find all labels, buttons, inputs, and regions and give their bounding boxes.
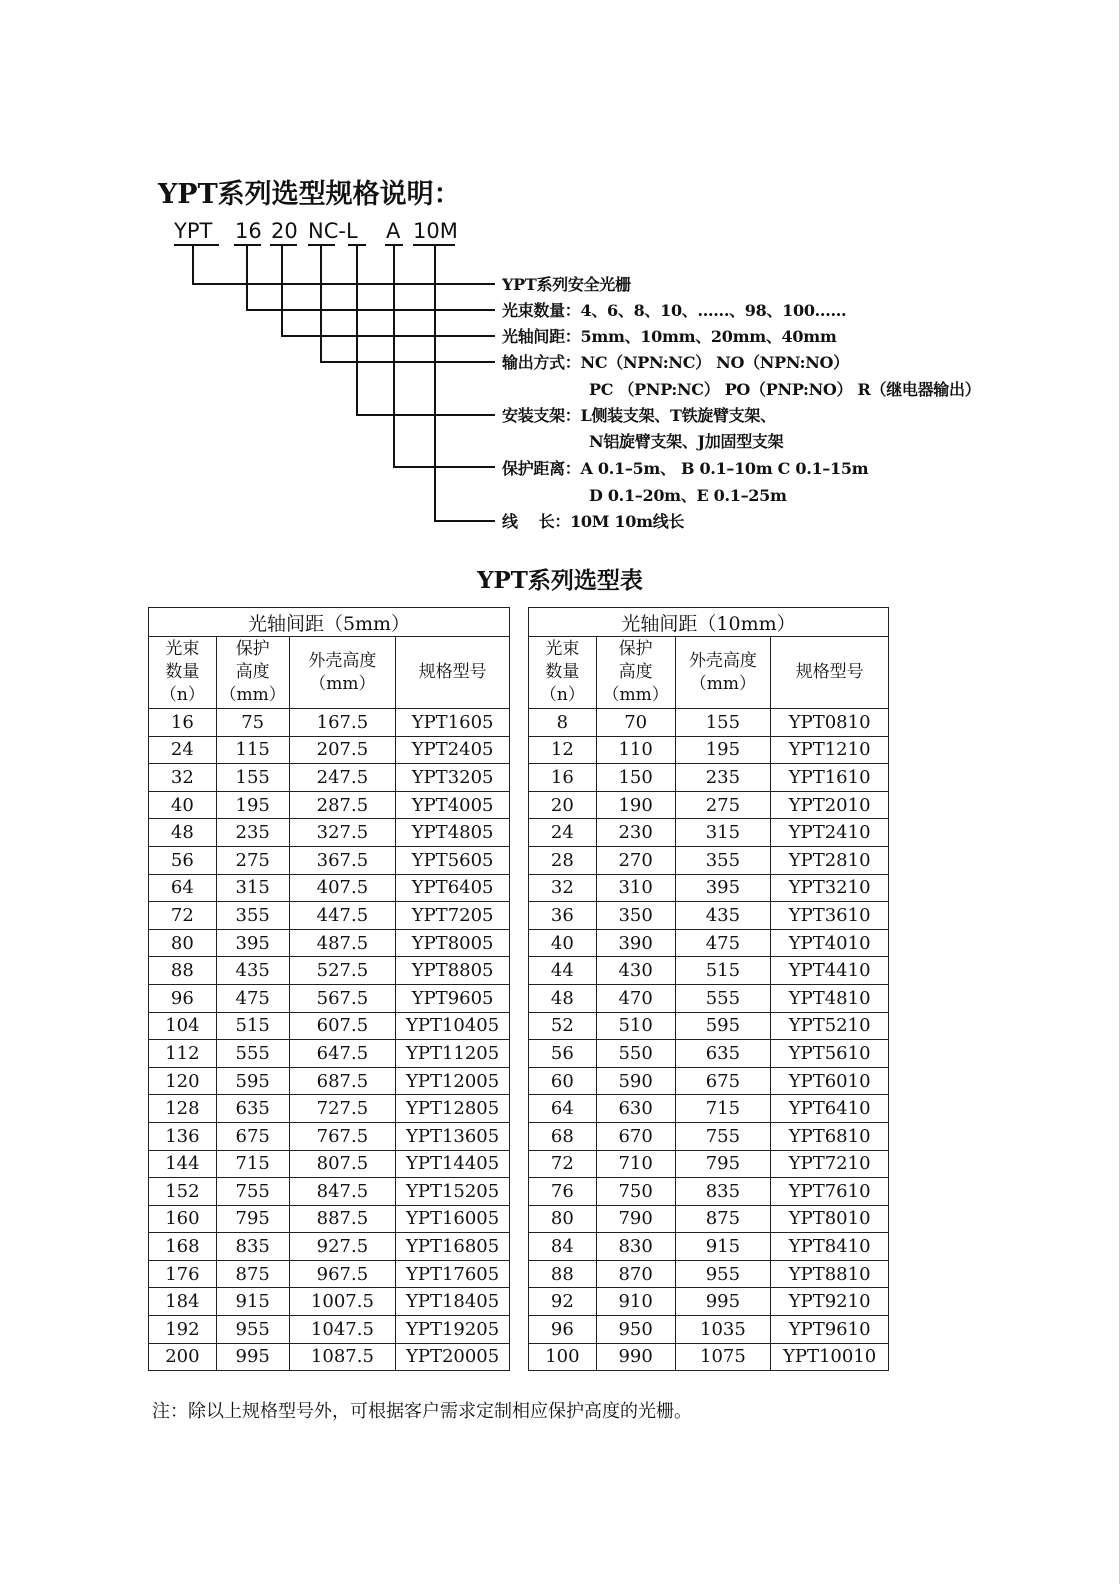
table-cell: 435 [675, 902, 771, 930]
code-beams: 16 [235, 219, 262, 243]
table-cell: 607.5 [289, 1012, 396, 1040]
table-row [529, 984, 889, 1012]
spec-spacing-value: 5mm、10mm、20mm、40mm [580, 327, 837, 346]
table-cell: 155 [216, 764, 289, 792]
table-cell: 68 [529, 1122, 597, 1150]
table-cell: 235 [216, 819, 289, 847]
spec-distance-value-1: A 0.1–5m、 B 0.1–10m C 0.1–15m [580, 459, 869, 478]
table-row [149, 1040, 510, 1068]
table-cell: 675 [216, 1122, 289, 1150]
table-cell: 835 [216, 1233, 289, 1261]
table-cell: 72 [529, 1150, 597, 1178]
table-cell: 16 [529, 764, 597, 792]
table-row [529, 1095, 889, 1123]
code-underline [270, 244, 297, 246]
code-underline [174, 244, 219, 246]
table-cell: 435 [216, 957, 289, 985]
table-row [149, 1067, 510, 1095]
table-cell: YPT1210 [771, 736, 889, 764]
table-cell: YPT13605 [396, 1122, 510, 1150]
table-cell: YPT10405 [396, 1012, 510, 1040]
table-cell: 1035 [675, 1316, 771, 1344]
code-distance: A [386, 219, 401, 243]
table-cell: 795 [675, 1150, 771, 1178]
table-cell: 144 [149, 1150, 217, 1178]
table-row [529, 1205, 889, 1233]
table-cell: 315 [216, 874, 289, 902]
connector-line [320, 244, 322, 362]
table-cell: YPT8410 [771, 1233, 889, 1261]
table-row [529, 791, 889, 819]
table-row [529, 764, 889, 792]
table-cell: 515 [216, 1012, 289, 1040]
table-cell: 60 [529, 1067, 597, 1095]
column-header: 光束 数量 （n） [149, 637, 217, 709]
table-cell: 8 [529, 709, 597, 737]
table-cell: YPT4810 [771, 984, 889, 1012]
table-cell: YPT7205 [396, 902, 510, 930]
table-cell: 16 [149, 709, 217, 737]
table-cell: 96 [529, 1316, 597, 1344]
spec-bracket-value-1: L侧装支架、T铁旋臂支架、 [580, 406, 776, 425]
table-cell: 727.5 [289, 1095, 396, 1123]
table-cell: 52 [529, 1012, 597, 1040]
table-row [529, 1067, 889, 1095]
column-header: 光束 数量 （n） [529, 637, 597, 709]
table-cell: 590 [596, 1067, 675, 1095]
spec-distance [502, 456, 868, 479]
table-row [529, 1122, 889, 1150]
table-cell: 80 [529, 1205, 597, 1233]
connector-line [356, 414, 495, 416]
table-row [529, 1260, 889, 1288]
spec-table-5mm [148, 607, 510, 1371]
table-cell: 327.5 [289, 819, 396, 847]
table-cell: YPT3205 [396, 764, 510, 792]
table-cell: 967.5 [289, 1260, 396, 1288]
spec-distance-label: 保护距离： [502, 459, 581, 478]
table-cell: YPT4410 [771, 957, 889, 985]
table-row [149, 984, 510, 1012]
table-cell: 350 [596, 902, 675, 930]
table-cell: YPT20005 [396, 1343, 510, 1371]
table-cell: 355 [675, 846, 771, 874]
table-cell: 128 [149, 1095, 217, 1123]
table-cell: 807.5 [289, 1150, 396, 1178]
table-row [149, 1178, 510, 1206]
table-cell: 995 [216, 1343, 289, 1371]
spec-output-value-2: PC （PNP:NC） PO（PNP:NO） R（继电器输出） [589, 380, 981, 399]
table-cell: 470 [596, 984, 675, 1012]
table-cell: YPT14405 [396, 1150, 510, 1178]
table-cell: YPT9210 [771, 1288, 889, 1316]
table-row [149, 709, 510, 737]
table-row [529, 846, 889, 874]
table-cell: 395 [216, 929, 289, 957]
table-cell: 184 [149, 1288, 217, 1316]
column-header: 保护 高度 （mm） [216, 637, 289, 709]
table-row [529, 736, 889, 764]
table-row [529, 874, 889, 902]
table-cell: 915 [216, 1288, 289, 1316]
connector-line [393, 244, 395, 467]
table-cell: YPT16005 [396, 1205, 510, 1233]
table-cell: 270 [596, 846, 675, 874]
table-cell: 96 [149, 984, 217, 1012]
table-row [529, 1178, 889, 1206]
table-cell: YPT10010 [771, 1343, 889, 1371]
table-group-header: 光轴间距（5mm） [149, 608, 510, 637]
table-cell: 950 [596, 1316, 675, 1344]
connector-line [320, 361, 495, 363]
spec-bracket [502, 403, 776, 426]
table-cell: 955 [216, 1316, 289, 1344]
table-cell: 635 [216, 1095, 289, 1123]
spec-bracket-value-2: N铝旋臂支架、J加固型支架 [589, 432, 784, 451]
table-row [149, 902, 510, 930]
table-cell: 100 [529, 1343, 597, 1371]
table-row [149, 846, 510, 874]
table-cell: 155 [675, 709, 771, 737]
code-output-bracket: NC-L [308, 219, 358, 243]
table-cell: 176 [149, 1260, 217, 1288]
table-cell: YPT5605 [396, 846, 510, 874]
table-row [149, 1343, 510, 1371]
table-cell: 136 [149, 1122, 217, 1150]
table-cell: 200 [149, 1343, 217, 1371]
table-cell: 407.5 [289, 874, 396, 902]
table-cell: 875 [216, 1260, 289, 1288]
table-cell: 167.5 [289, 709, 396, 737]
table-cell: 355 [216, 902, 289, 930]
table-cell: 310 [596, 874, 675, 902]
table-row [529, 1316, 889, 1344]
table-cell: 710 [596, 1150, 675, 1178]
table-cell: YPT6405 [396, 874, 510, 902]
table-cell: 390 [596, 929, 675, 957]
table-cell: YPT8005 [396, 929, 510, 957]
table-row [529, 1233, 889, 1261]
spec-cable-value: 10M 10m线长 [570, 512, 685, 531]
table-row [529, 929, 889, 957]
spec-beams-label: 光束数量： [502, 301, 581, 320]
table-cell: 64 [529, 1095, 597, 1123]
table-cell: 32 [149, 764, 217, 792]
table-row [529, 1288, 889, 1316]
table-cell: 36 [529, 902, 597, 930]
table-cell: YPT2810 [771, 846, 889, 874]
table-cell: 190 [596, 791, 675, 819]
table-cell: YPT1610 [771, 764, 889, 792]
table-cell: 287.5 [289, 791, 396, 819]
connector-line [281, 335, 495, 337]
table-cell: 835 [675, 1178, 771, 1206]
spec-spacing [502, 324, 836, 347]
table-cell: 32 [529, 874, 597, 902]
table-cell: 875 [675, 1205, 771, 1233]
table-cell: 447.5 [289, 902, 396, 930]
table-cell: YPT3210 [771, 874, 889, 902]
table-cell: YPT8805 [396, 957, 510, 985]
table-cell: 150 [596, 764, 675, 792]
table-cell: 367.5 [289, 846, 396, 874]
table-cell: 84 [529, 1233, 597, 1261]
table-cell: 910 [596, 1288, 675, 1316]
connector-line [192, 283, 495, 285]
table-cell: 315 [675, 819, 771, 847]
table-cell: 527.5 [289, 957, 396, 985]
table-row [529, 709, 889, 737]
table-cell: 750 [596, 1178, 675, 1206]
table-cell: 595 [675, 1012, 771, 1040]
table-row [149, 736, 510, 764]
table-row [529, 1040, 889, 1068]
spec-output-label: 输出方式： [502, 353, 581, 372]
table-cell: YPT6410 [771, 1095, 889, 1123]
table-cell: 120 [149, 1067, 217, 1095]
connector-line [281, 244, 283, 336]
table-cell: 715 [216, 1150, 289, 1178]
table-cell: 152 [149, 1178, 217, 1206]
table-row [149, 791, 510, 819]
table-cell: 70 [596, 709, 675, 737]
page-title: YPT系列选型规格说明： [158, 179, 461, 210]
table-cell: 28 [529, 846, 597, 874]
table-cell: 567.5 [289, 984, 396, 1012]
table-cell: 24 [149, 736, 217, 764]
code-cable: 10M [413, 219, 458, 243]
table-cell: 555 [216, 1040, 289, 1068]
connector-line [393, 466, 495, 468]
table-cell: 195 [675, 736, 771, 764]
table-cell: YPT3610 [771, 902, 889, 930]
table-row [149, 957, 510, 985]
table-cell: 755 [216, 1178, 289, 1206]
spec-beams [502, 298, 846, 321]
table-cell: 48 [149, 819, 217, 847]
table-cell: 1075 [675, 1343, 771, 1371]
table-row [529, 1012, 889, 1040]
spec-cable [502, 509, 684, 532]
connector-line [246, 309, 495, 311]
table-cell: 40 [529, 929, 597, 957]
spec-table-10mm [528, 607, 889, 1371]
table-row [529, 1343, 889, 1371]
table-cell: 80 [149, 929, 217, 957]
table-cell: 487.5 [289, 929, 396, 957]
table-cell: YPT5610 [771, 1040, 889, 1068]
table-cell: YPT7210 [771, 1150, 889, 1178]
table-row [529, 819, 889, 847]
table-row [529, 1150, 889, 1178]
table-cell: 235 [675, 764, 771, 792]
table-row [149, 1205, 510, 1233]
table-cell: 790 [596, 1205, 675, 1233]
table-cell: 104 [149, 1012, 217, 1040]
table-cell: YPT0810 [771, 709, 889, 737]
table-cell: YPT18405 [396, 1288, 510, 1316]
spec-beams-value: 4、6、8、10、......、98、100...... [580, 301, 847, 320]
table-cell: 92 [529, 1288, 597, 1316]
table-cell: 88 [149, 957, 217, 985]
table-cell: YPT15205 [396, 1178, 510, 1206]
table-cell: 275 [216, 846, 289, 874]
table-cell: 56 [529, 1040, 597, 1068]
table-cell: 635 [675, 1040, 771, 1068]
table-cell: YPT2010 [771, 791, 889, 819]
table-cell: 830 [596, 1233, 675, 1261]
table-cell: 72 [149, 902, 217, 930]
table-cell: 955 [675, 1260, 771, 1288]
table-cell: 795 [216, 1205, 289, 1233]
table-cell: 847.5 [289, 1178, 396, 1206]
table-cell: 75 [216, 709, 289, 737]
table-group-header: 光轴间距（10mm） [529, 608, 889, 637]
table-cell: 112 [149, 1040, 217, 1068]
table-cell: 870 [596, 1260, 675, 1288]
connector-line [356, 244, 358, 415]
table-cell: 247.5 [289, 764, 396, 792]
table-cell: 195 [216, 791, 289, 819]
table-cell: 168 [149, 1233, 217, 1261]
table-cell: 56 [149, 846, 217, 874]
table-cell: YPT9605 [396, 984, 510, 1012]
spec-output [502, 350, 849, 373]
connector-line [246, 244, 248, 310]
table-row [149, 1150, 510, 1178]
table-cell: 767.5 [289, 1122, 396, 1150]
table-cell: 395 [675, 874, 771, 902]
table-cell: 110 [596, 736, 675, 764]
table-cell: YPT4805 [396, 819, 510, 847]
table-cell: 630 [596, 1095, 675, 1123]
table-cell: YPT2405 [396, 736, 510, 764]
table-cell: 475 [675, 929, 771, 957]
code-series: YPT [174, 219, 213, 243]
table-cell: 20 [529, 791, 597, 819]
table-cell: YPT9610 [771, 1316, 889, 1344]
table-cell: YPT12005 [396, 1067, 510, 1095]
column-header: 外壳高度 （mm） [289, 637, 396, 709]
table-cell: YPT7610 [771, 1178, 889, 1206]
column-header: 外壳高度 （mm） [675, 637, 771, 709]
table-cell: 192 [149, 1316, 217, 1344]
table-cell: YPT17605 [396, 1260, 510, 1288]
table-cell: 44 [529, 957, 597, 985]
table-row [149, 764, 510, 792]
table-cell: 755 [675, 1122, 771, 1150]
connector-line [192, 244, 194, 284]
column-header: 规格型号 [396, 637, 510, 709]
table-row [149, 929, 510, 957]
spec-distance-value-2: D 0.1–20m、E 0.1–25m [589, 486, 787, 505]
table-cell: 40 [149, 791, 217, 819]
table-cell: 76 [529, 1178, 597, 1206]
table-cell: 995 [675, 1288, 771, 1316]
table-cell: YPT6810 [771, 1122, 889, 1150]
table-cell: 510 [596, 1012, 675, 1040]
table-cell: YPT12805 [396, 1095, 510, 1123]
table-row [149, 1233, 510, 1261]
table-cell: YPT2410 [771, 819, 889, 847]
table-cell: YPT11205 [396, 1040, 510, 1068]
table-cell: 715 [675, 1095, 771, 1123]
spec-series-label: YPT系列安全光栅 [502, 275, 631, 294]
table-cell: 115 [216, 736, 289, 764]
table-cell: 207.5 [289, 736, 396, 764]
table-cell: YPT6010 [771, 1067, 889, 1095]
table-cell: YPT4010 [771, 929, 889, 957]
table-row [149, 1095, 510, 1123]
table-row [149, 1122, 510, 1150]
table-row [149, 819, 510, 847]
table-cell: 275 [675, 791, 771, 819]
table-cell: 64 [149, 874, 217, 902]
connector-line [434, 520, 495, 522]
table-row [529, 902, 889, 930]
table-cell: YPT16805 [396, 1233, 510, 1261]
table-cell: YPT8010 [771, 1205, 889, 1233]
table-cell: 927.5 [289, 1233, 396, 1261]
code-spacing: 20 [271, 219, 298, 243]
spec-output-value-1: NC（NPN:NC） NO（NPN:NO） [580, 353, 849, 372]
table-row [149, 1288, 510, 1316]
table-cell: YPT1605 [396, 709, 510, 737]
table-cell: 475 [216, 984, 289, 1012]
table-cell: 647.5 [289, 1040, 396, 1068]
footnote: 注：除以上规格型号外，可根据客户需求定制相应保护高度的光栅。 [152, 1401, 692, 1422]
spec-cable-label: 线 长： [502, 512, 571, 531]
table-cell: 88 [529, 1260, 597, 1288]
table-cell: YPT5210 [771, 1012, 889, 1040]
table-cell: 887.5 [289, 1205, 396, 1233]
spec-spacing-label: 光轴间距： [502, 327, 581, 346]
table-cell: 515 [675, 957, 771, 985]
table-cell: 915 [675, 1233, 771, 1261]
table-cell: 12 [529, 736, 597, 764]
table-title: YPT系列选型表 [477, 567, 643, 594]
table-cell: 670 [596, 1122, 675, 1150]
table-cell: 550 [596, 1040, 675, 1068]
table-cell: 160 [149, 1205, 217, 1233]
table-row [149, 874, 510, 902]
table-cell: 990 [596, 1343, 675, 1371]
table-cell: 1047.5 [289, 1316, 396, 1344]
table-row [149, 1316, 510, 1344]
table-cell: 675 [675, 1067, 771, 1095]
table-cell: 430 [596, 957, 675, 985]
table-cell: 1087.5 [289, 1343, 396, 1371]
table-cell: YPT4005 [396, 791, 510, 819]
connector-line [434, 244, 436, 521]
column-header: 规格型号 [771, 637, 889, 709]
table-cell: YPT8810 [771, 1260, 889, 1288]
table-row [149, 1012, 510, 1040]
table-row [529, 957, 889, 985]
table-cell: YPT19205 [396, 1316, 510, 1344]
table-cell: 230 [596, 819, 675, 847]
table-cell: 687.5 [289, 1067, 396, 1095]
table-cell: 1007.5 [289, 1288, 396, 1316]
table-cell: 595 [216, 1067, 289, 1095]
column-header: 保护 高度 （mm） [596, 637, 675, 709]
table-cell: 555 [675, 984, 771, 1012]
table-cell: 24 [529, 819, 597, 847]
table-row [149, 1260, 510, 1288]
spec-bracket-label: 安装支架： [502, 406, 581, 425]
table-cell: 48 [529, 984, 597, 1012]
